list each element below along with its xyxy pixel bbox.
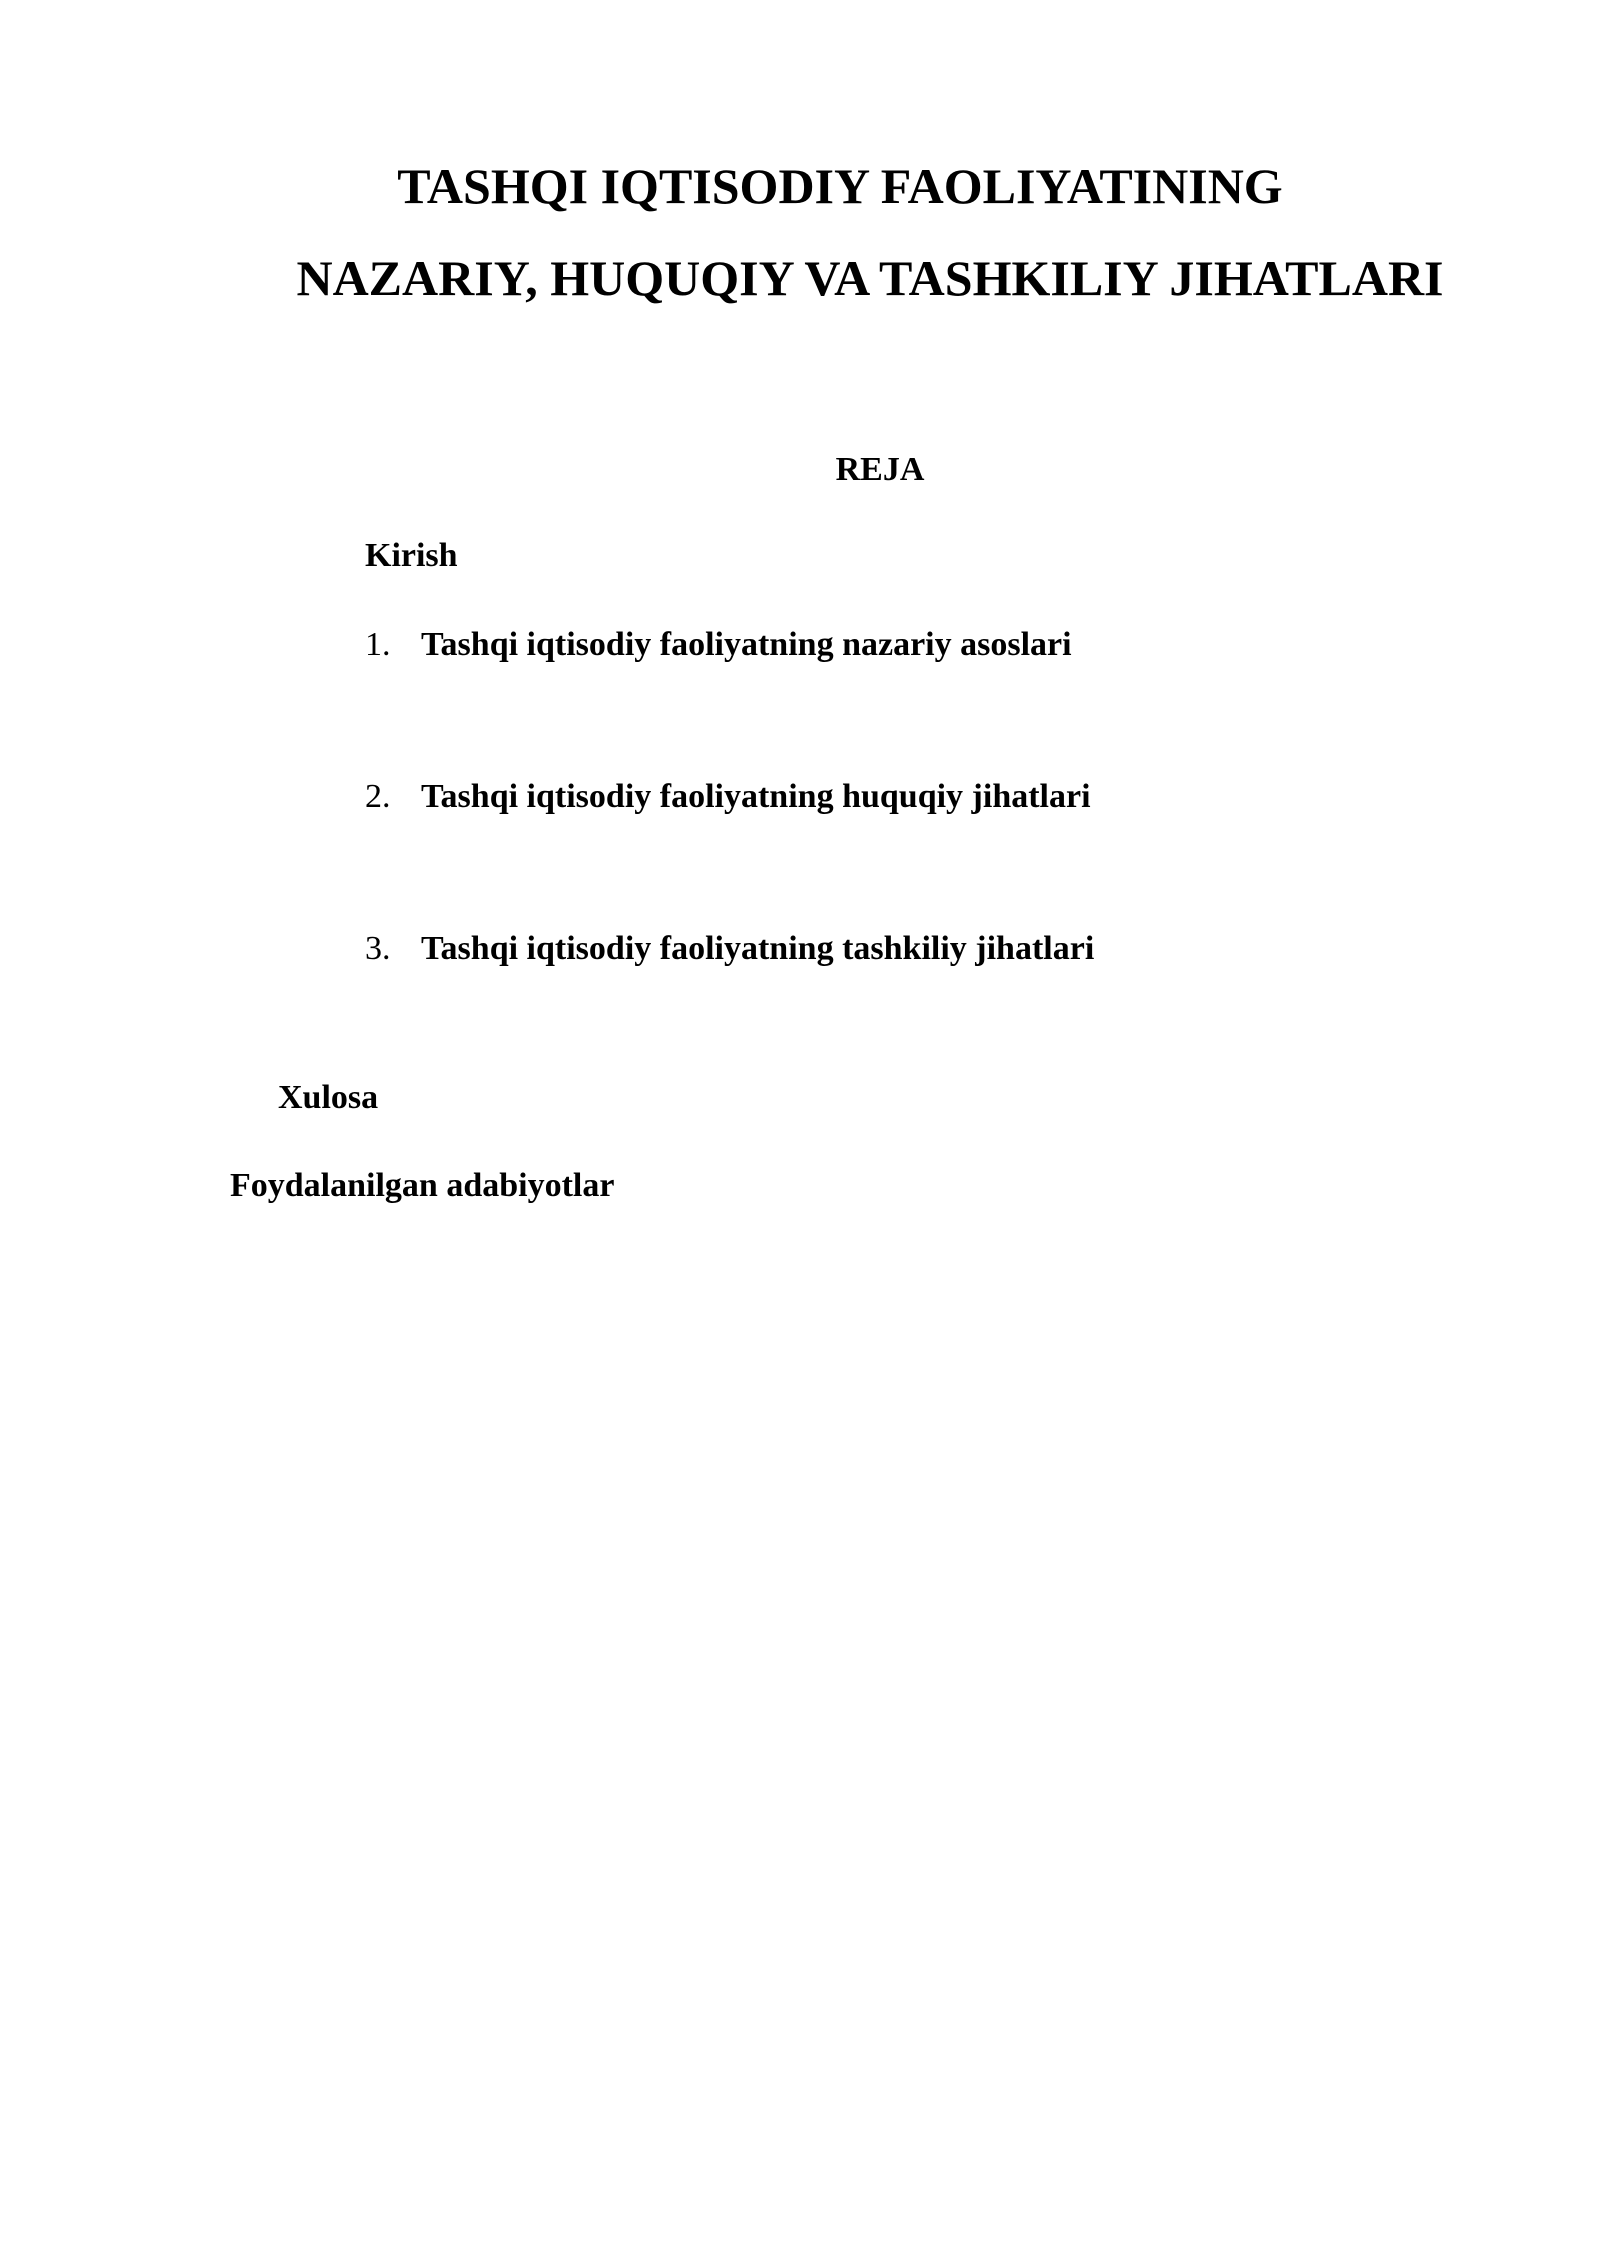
intro-item: Kirish — [365, 537, 458, 574]
list-item-text: Tashqi iqtisodiy faoliyatning huquqiy jihatlari — [421, 778, 1091, 815]
list-item — [365, 625, 1072, 665]
list-item-text: Tashqi iqtisodiy faoliyatning nazariy asoslari — [421, 626, 1072, 663]
list-item-number: 1. — [365, 626, 391, 663]
conclusion-item: Xulosa — [278, 1079, 379, 1116]
list-item-number: 3. — [365, 930, 391, 967]
document-title-line-1: TASHQI IQTISODIY FAOLIYATINING — [397, 158, 1283, 214]
list-item-number: 2. — [365, 778, 391, 815]
list-item — [365, 777, 1091, 817]
plan-heading: REJA — [835, 451, 925, 488]
document-title-line-2: NAZARIY, HUQUQIY VA TASHKILIY JIHATLARI — [296, 250, 1444, 306]
list-item — [365, 929, 1094, 969]
list-item-text: Tashqi iqtisodiy faoliyatning tashkiliy jihatlari — [421, 930, 1095, 967]
references-item: Foydalanilgan adabiyotlar — [230, 1167, 615, 1204]
